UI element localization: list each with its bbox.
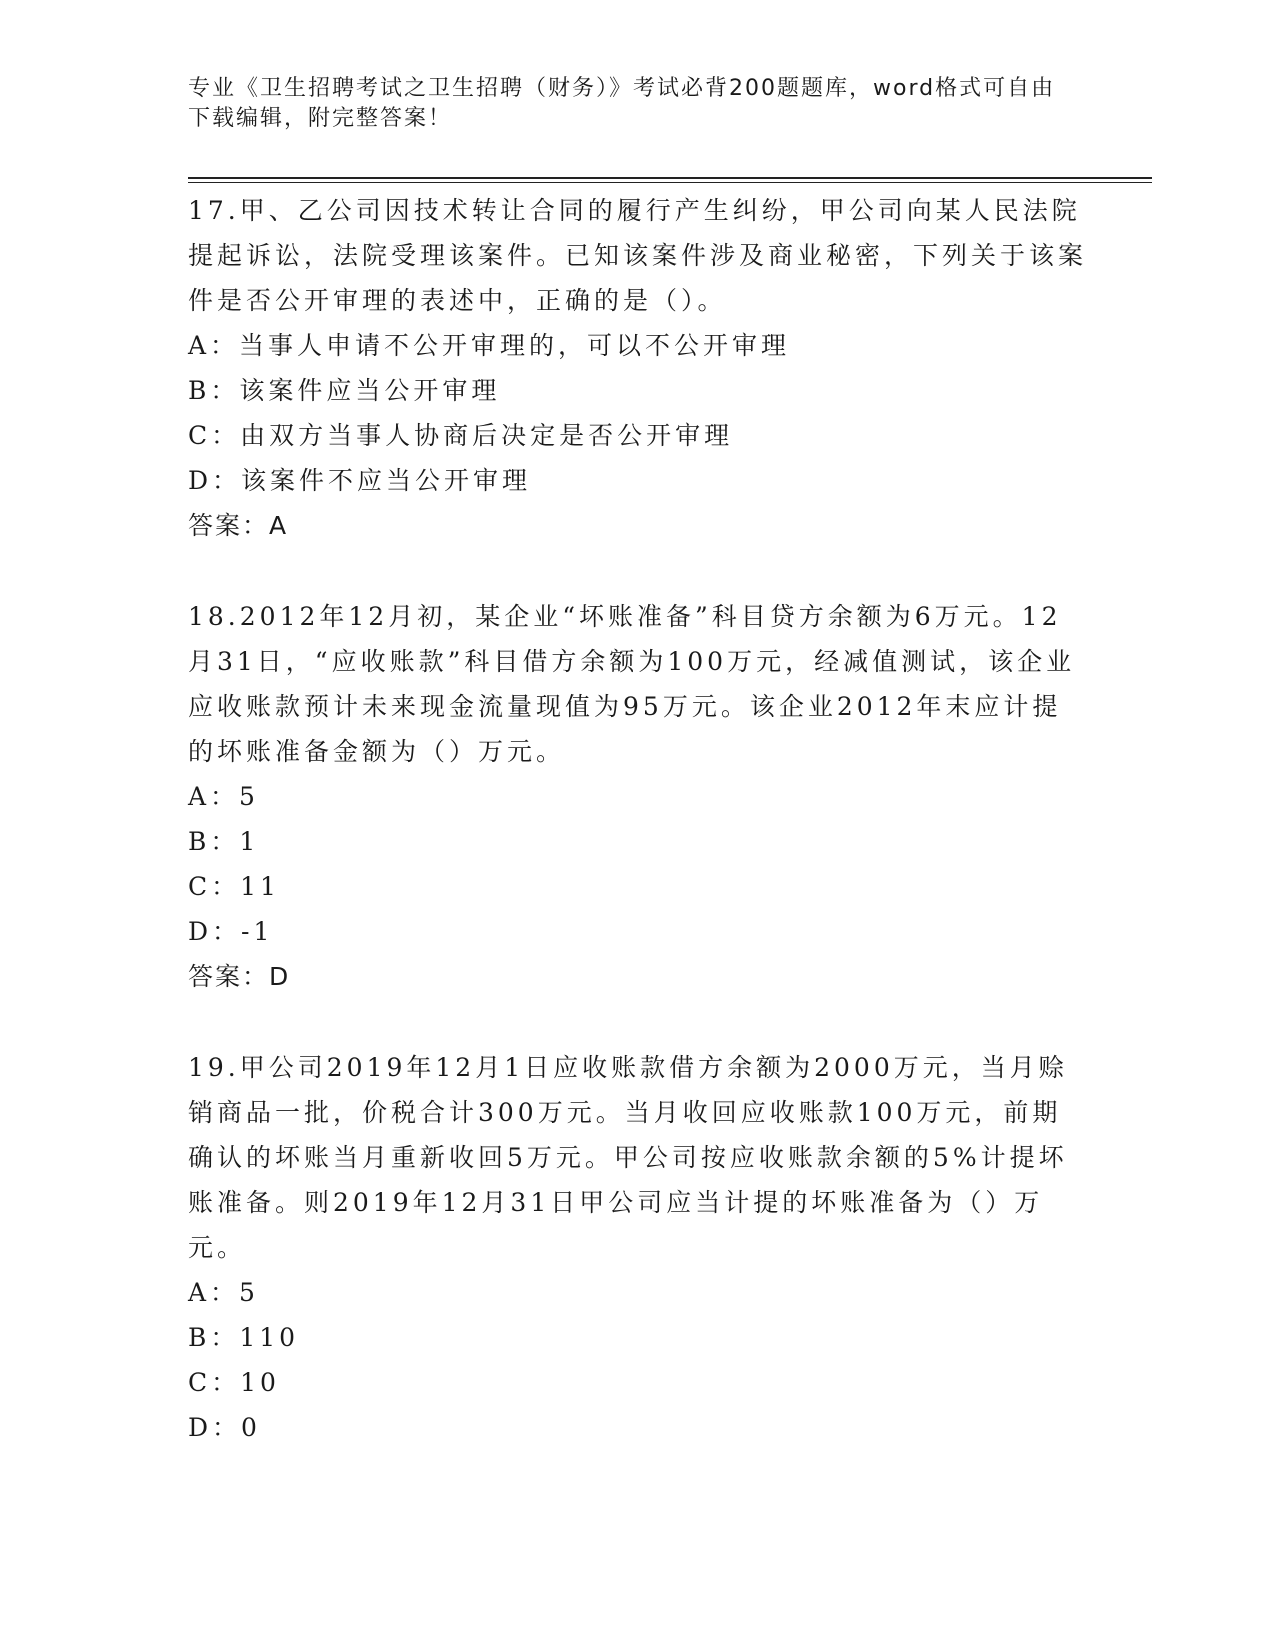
question-list [188,188,1088,1496]
option-d: D：-1 [188,917,274,946]
option-a: A：5 [188,782,259,811]
option-b: B：该案件应当公开审理 [188,376,501,405]
option-c: C：10 [188,1368,280,1397]
question-17 [188,188,1088,548]
option-c: C：由双方当事人协商后决定是否公开审理 [188,421,734,450]
question-stem: 17.甲、乙公司因技术转让合同的履行产生纠纷，甲公司向某人民法院提起诉讼，法院受理该案件。已知该案件涉及商业秘密，下列关于该案件是否公开审理的表述中，正确的是（）。 [188,196,1088,315]
question-19 [188,1045,1088,1450]
option-b: B：1 [188,827,260,856]
option-d: D：该案件不应当公开审理 [188,466,532,495]
option-a: A：5 [188,1278,259,1307]
question-18 [188,594,1088,999]
question-stem: 19.甲公司2019年12月1日应收账款借方余额为2000万元，当月赊销商品一批，价税合计300万元。当月收回应收账款100万元，前期确认的坏账当月重新收回5万元。甲公司按应收账款余额的5%计提坏账准备。则2019年12月31日甲公司应当计提的坏账准备为（）万元。 [188,1053,1068,1262]
header-divider-thin [188,182,1152,183]
option-b: B：110 [188,1323,300,1352]
answer-line: 答案：A [188,511,289,540]
answer-line: 答案：D [188,962,291,991]
document-header: 专业《卫生招聘考试之卫生招聘（财务）》考试必背200题题库，word格式可自由下载编辑，附完整答案！ [188,76,1056,131]
question-stem: 18.2012年12月初，某企业“坏账准备”科目贷方余额为6万元。12月31日，“应收账款”科目借方余额为100万元，经减值测试，该企业应收账款预计未来现金流量现值为95万元。该企业2012年末应计提的坏账准备金额为（）万元。 [188,602,1076,766]
header-divider-thick [188,177,1152,179]
option-c: C：11 [188,872,280,901]
option-a: A：当事人申请不公开审理的，可以不公开审理 [188,331,791,360]
option-d: D：0 [188,1413,261,1442]
